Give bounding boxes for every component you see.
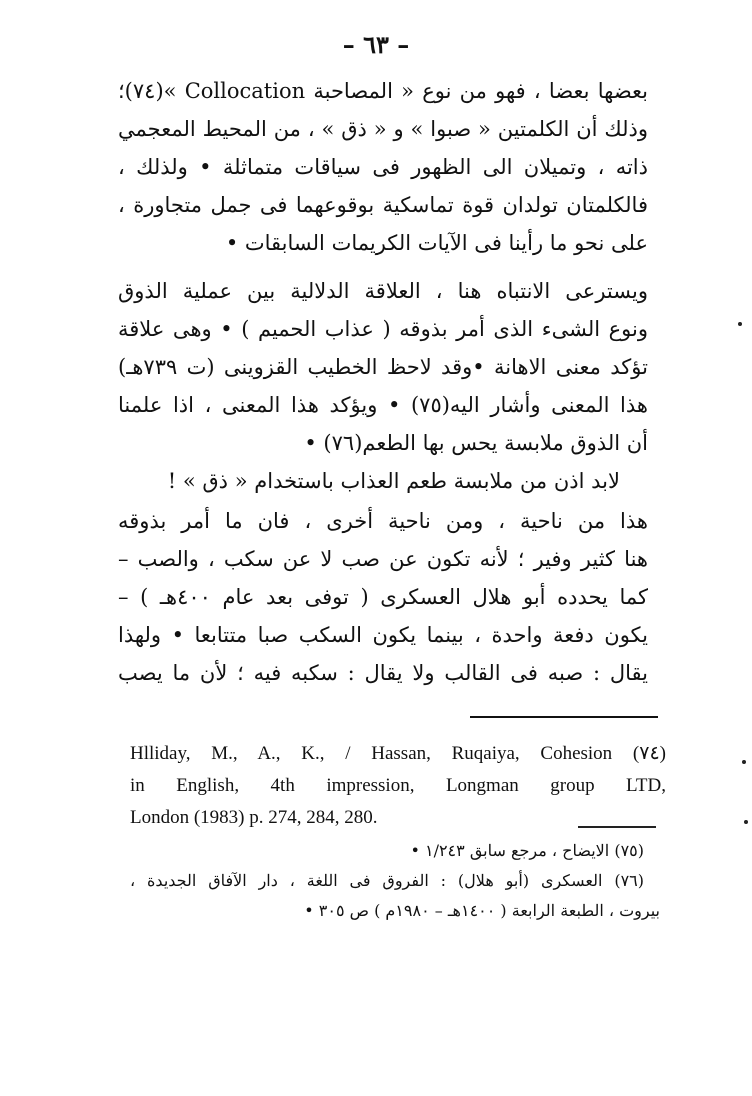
paragraph-line: وذلك أن الكلمتين « صبوا » و « ذق » ، من المحيط المعجمي	[118, 117, 648, 141]
paragraph-line: هذا المعنى وأشار اليه(٧٥) • ويؤكد هذا المعنى ، اذا علمنا	[118, 393, 648, 417]
footnote-76-line: بيروت ، الطبعة الرابعة ( ١٤٠٠هـ – ١٩٨٠م ) ص ٣٠٥ •	[304, 901, 660, 920]
footnotes-arabic	[130, 836, 660, 926]
paragraph-line: ونوع الشىء الذى أمر بذوقه ( عذاب الحميم ) • وهى علاقة	[118, 317, 648, 341]
footnote-74	[130, 738, 666, 834]
paragraph-line: هنا كثير وفير ؛ لأنه تكون عن صب لا عن سكب ، والصب –	[118, 547, 648, 571]
paragraph-line: ذاته ، وتميلان الى الظهور فى سياقات متماثلة • ولذلك ،	[118, 155, 648, 179]
footnote-line: in English, 4th impression, Longman group LTD,	[130, 775, 666, 796]
paragraph-line: هذا من ناحية ، ومن ناحية أخرى ، فان ما أمر بذوقه	[118, 509, 648, 533]
footnote-line: Hlliday, M., A., K., / Hassan, Ruqaiya, Cohesion (٧٤)	[130, 743, 666, 764]
margin-dot	[738, 322, 742, 326]
paragraph-line: كما يحدده أبو هلال العسكرى ( توفى بعد عام ٤٠٠هـ ) –	[118, 585, 648, 609]
paragraph-line: يقال : صبه فى القالب ولا يقال : سكبه فيه ؛ لأن ما يصب	[118, 661, 648, 685]
paragraph-line: فالكلمتان تولدان قوة تماسكية بوقوعهما فى جمل متجاورة ،	[118, 193, 648, 217]
paragraph-1	[118, 72, 648, 262]
paragraph-line: ويسترعى الانتباه هنا ، العلاقة الدلالية بين عملية الذوق	[118, 279, 648, 303]
paragraph-2	[118, 272, 648, 500]
footnote-line: London (1983) p. 274, 284, 280.	[130, 807, 378, 828]
footnote-separator	[470, 716, 658, 718]
footnote-separator-mark	[578, 826, 656, 828]
paragraph-line: تؤكد معنى الاهانة •وقد لاحظ الخطيب القزوينى (ت ٧٣٩هـ)	[118, 355, 648, 379]
margin-dot	[744, 820, 748, 824]
paragraph-3	[118, 502, 648, 692]
paragraph-line: بعضها بعضا ، فهو من نوع « المصاحبة Collocation »(٧٤)؛	[118, 79, 648, 103]
footnote-76-line: (٧٦) العسكرى (أبو هلال) : الفروق فى اللغة ، دار الآفاق الجديدة ،	[130, 871, 644, 890]
paragraph-line: أن الذوق ملابسة يحس بها الطعم(٧٦) •	[304, 431, 648, 455]
paragraph-line: يكون دفعة واحدة ، بينما يكون السكب صبا متتابعا • ولهذا	[118, 623, 648, 647]
margin-dot	[742, 760, 746, 764]
paragraph-line: لابد اذن من ملابسة طعم العذاب باستخدام « ذق » !	[167, 469, 620, 493]
footnote-75: (٧٥) الايضاح ، مرجع سابق ١/٢٤٣ •	[410, 841, 644, 860]
paragraph-line: على نحو ما رأينا فى الآيات الكريمات السابقات •	[225, 231, 648, 255]
page-number: – ٦٣ –	[342, 30, 410, 59]
